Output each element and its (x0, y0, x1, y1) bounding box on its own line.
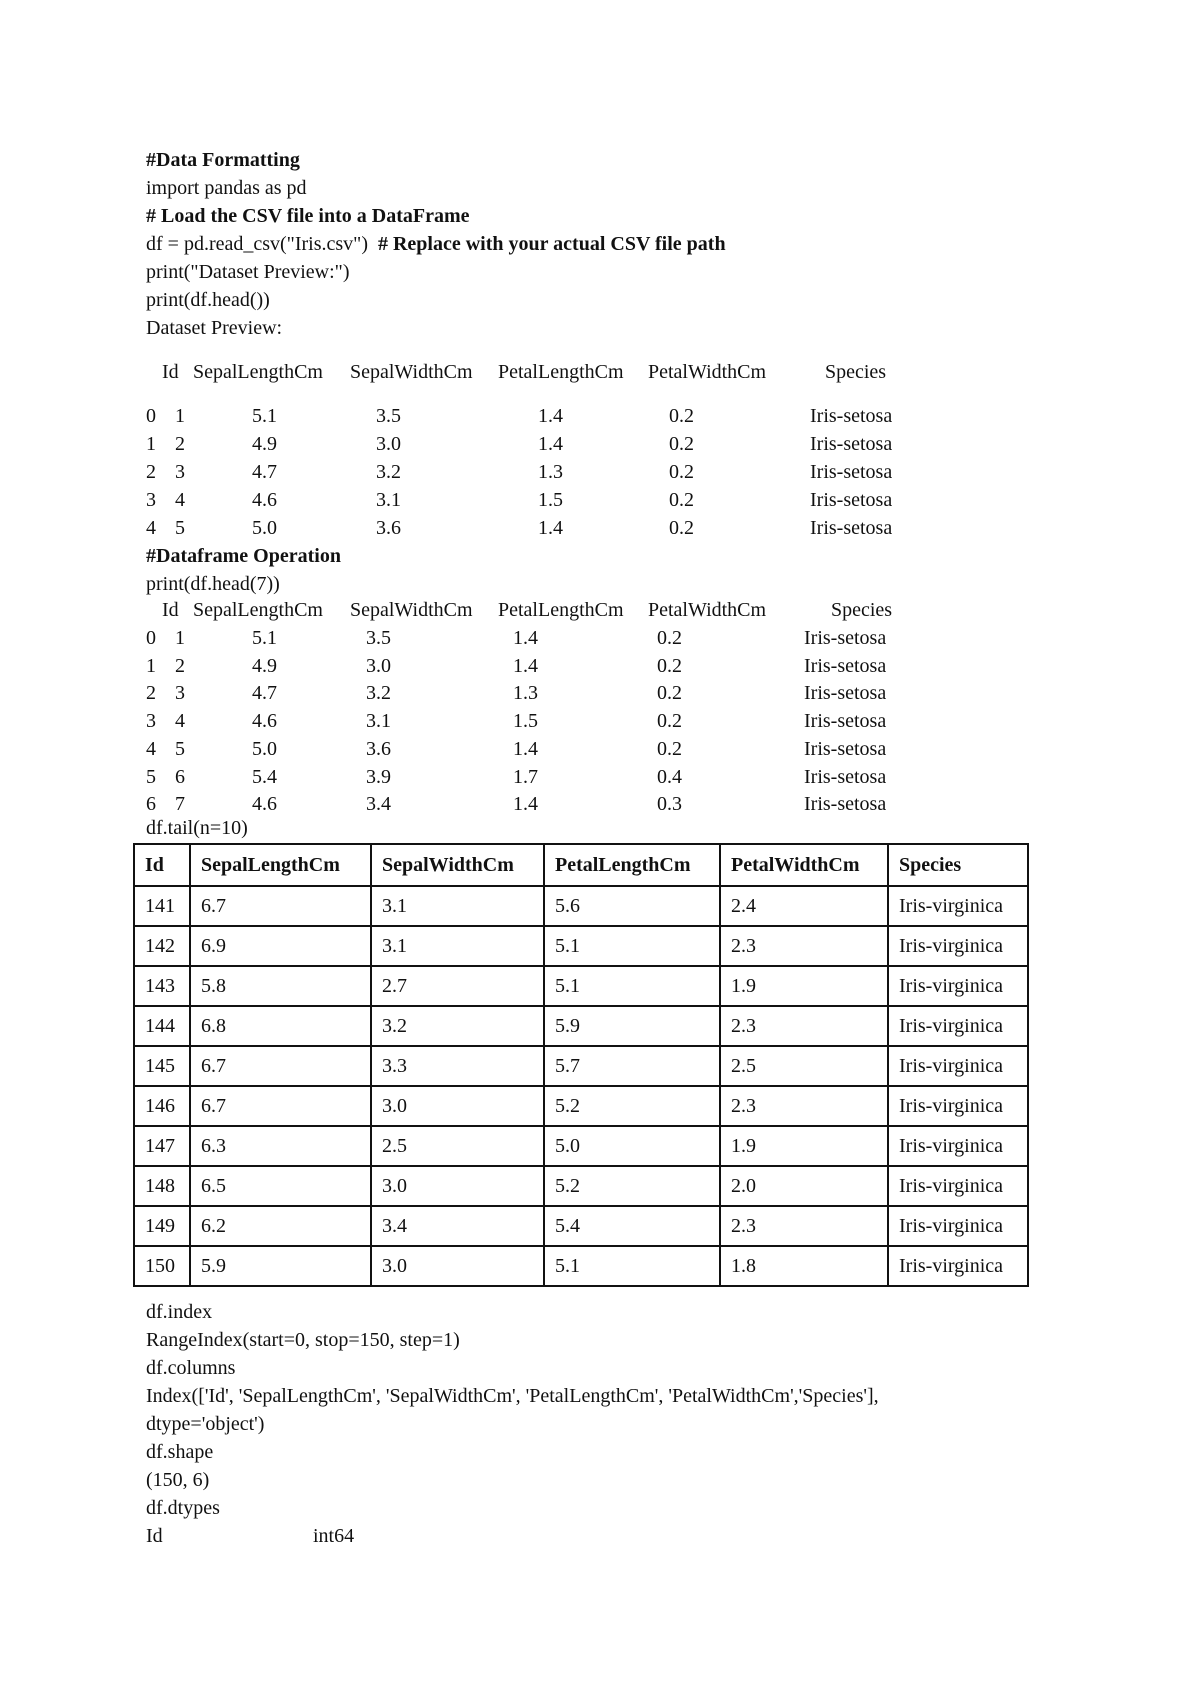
row-index: 6 (146, 793, 156, 816)
column-header: SepalWidthCm (350, 599, 473, 621)
output-shape: (150, 6) (146, 1469, 210, 1491)
table-cell: 4.9 (252, 654, 277, 677)
table-row (134, 1086, 1028, 1126)
table-row (134, 1166, 1028, 1206)
code-line-tail: df.tail(n=10) (146, 817, 248, 839)
output-range-index: RangeIndex(start=0, stop=150, step=1) (146, 1329, 460, 1351)
table-cell: Iris-setosa (810, 489, 893, 511)
table-cell: 6.8 (190, 1006, 371, 1046)
table-cell: 144 (134, 1006, 190, 1046)
table-cell: 5.2 (544, 1086, 720, 1126)
table-cell: 1.5 (538, 489, 563, 511)
table-cell: 3.9 (366, 765, 391, 788)
table-cell: Iris-setosa (804, 654, 887, 677)
table-cell: 150 (134, 1246, 190, 1286)
table-cell: Iris-setosa (804, 737, 887, 760)
table-row (134, 1206, 1028, 1246)
table-cell: 6.7 (190, 1046, 371, 1086)
table-cell: Iris-setosa (810, 461, 893, 483)
row-index: 2 (146, 461, 156, 483)
code-line-head-7: print(df.head(7)) (146, 573, 280, 595)
table-cell: Iris-virginica (888, 1086, 1028, 1126)
code-line-columns: df.columns (146, 1357, 236, 1379)
table-cell: Iris-setosa (804, 682, 887, 705)
read-csv-code: df = pd.read_csv("Iris.csv") (146, 233, 368, 255)
table-cell: 3.0 (371, 1166, 544, 1206)
table-cell: 0.2 (657, 682, 682, 705)
table-cell: 2.3 (720, 1006, 888, 1046)
table-cell: 1 (175, 627, 185, 649)
table-cell: 3.1 (371, 886, 544, 926)
table-cell: 0.2 (657, 627, 682, 649)
table-cell: 4 (175, 710, 185, 733)
output-dtypes-id-type: int64 (313, 1525, 355, 1547)
table-cell: 3 (175, 682, 185, 705)
table-cell: 149 (134, 1206, 190, 1246)
column-header: SepalLengthCm (193, 361, 323, 383)
table-cell: 6.2 (190, 1206, 371, 1246)
table-cell: 1 (175, 405, 185, 427)
table-cell: 3.0 (371, 1086, 544, 1126)
table-cell: 1.4 (513, 793, 538, 816)
table-cell: 6.5 (190, 1166, 371, 1206)
table-row (134, 1246, 1028, 1286)
table-cell: 1.4 (513, 627, 538, 649)
output-columns-dtype: dtype='object') (146, 1413, 265, 1435)
row-index: 4 (146, 737, 156, 760)
table-cell: 0.2 (669, 405, 694, 427)
table-cell: 2.4 (720, 886, 888, 926)
table-cell: 1.4 (538, 405, 563, 427)
code-line-dtypes: df.dtypes (146, 1497, 220, 1519)
table-cell: 5.1 (252, 627, 277, 649)
table-cell: 1.3 (538, 461, 563, 483)
table-cell: 4.9 (252, 433, 277, 455)
table-cell: Iris-virginica (888, 926, 1028, 966)
heading-dataframe-operation: #Dataframe Operation (146, 545, 341, 567)
column-header: Species (888, 844, 1028, 886)
code-line-print-preview: print("Dataset Preview:") (146, 261, 350, 283)
table-cell: Iris-virginica (888, 1246, 1028, 1286)
output-dtypes-id (146, 1524, 163, 1548)
table-row (134, 966, 1028, 1006)
table-cell: 3.1 (371, 926, 544, 966)
table-cell: 3.5 (366, 627, 391, 649)
column-header: PetalLengthCm (498, 361, 624, 383)
table-cell: 1.4 (513, 654, 538, 677)
table-cell: 4.6 (252, 710, 277, 733)
table-cell: Iris-virginica (888, 966, 1028, 1006)
table-cell: 3.1 (366, 710, 391, 733)
table-cell: 5.1 (544, 1246, 720, 1286)
table-cell: 4.6 (252, 489, 277, 511)
table-cell: 6 (175, 765, 185, 788)
table-cell: Iris-setosa (804, 793, 887, 816)
table-cell: Iris-setosa (810, 517, 893, 539)
table-cell: 1.8 (720, 1246, 888, 1286)
table-cell: 5.4 (544, 1206, 720, 1246)
table-cell: Iris-setosa (804, 765, 887, 788)
table-cell: 147 (134, 1126, 190, 1166)
row-index: 5 (146, 765, 156, 788)
table-cell: 2.0 (720, 1166, 888, 1206)
table-cell: 3.3 (371, 1046, 544, 1086)
table-cell: 142 (134, 926, 190, 966)
table-cell: 7 (175, 793, 185, 816)
table-cell: 5.4 (252, 765, 277, 788)
column-header: PetalLengthCm (544, 844, 720, 886)
table-cell: 5.1 (252, 405, 277, 427)
table-cell: 3.1 (376, 489, 401, 511)
table-cell: 1.7 (513, 765, 538, 788)
table-cell: 0.2 (669, 433, 694, 455)
table-cell: 141 (134, 886, 190, 926)
table-cell: 2.3 (720, 1086, 888, 1126)
table-cell: 0.4 (657, 765, 682, 788)
table-cell: Iris-virginica (888, 1126, 1028, 1166)
row-index: 3 (146, 489, 156, 511)
table-row (134, 886, 1028, 926)
table-cell: 1.4 (538, 433, 563, 455)
table-cell: 3.5 (376, 405, 401, 427)
read-csv-comment: # Replace with your actual CSV file path (377, 233, 726, 255)
row-index: 1 (146, 654, 156, 677)
table-cell: 5.0 (252, 737, 277, 760)
tail-output-table (133, 843, 1029, 1287)
table-cell: 5 (175, 737, 185, 760)
table-cell: Iris-setosa (804, 710, 887, 733)
table-cell: Iris-setosa (810, 405, 893, 427)
table-cell: 5.9 (190, 1246, 371, 1286)
table-cell: 5.2 (544, 1166, 720, 1206)
table-cell: 6.7 (190, 886, 371, 926)
table-cell: 4.6 (252, 793, 277, 816)
column-header: PetalWidthCm (648, 361, 767, 383)
dtype-column-name: Id (146, 1525, 163, 1547)
table-cell: 3.6 (366, 737, 391, 760)
table-cell: Iris-virginica (888, 1046, 1028, 1086)
table-cell: Iris-virginica (888, 1206, 1028, 1246)
table-cell: 146 (134, 1086, 190, 1126)
table-cell: 1.3 (513, 682, 538, 705)
output-dataset-preview: Dataset Preview: (146, 317, 283, 339)
table-cell: 2 (175, 433, 185, 455)
column-header: PetalWidthCm (648, 599, 767, 621)
table-cell: 1.4 (513, 737, 538, 760)
code-line-shape: df.shape (146, 1441, 214, 1463)
table-cell: 5 (175, 517, 185, 539)
table-cell: 5.9 (544, 1006, 720, 1046)
column-header: Id (134, 844, 190, 886)
table-cell: 2.5 (371, 1126, 544, 1166)
table-cell: 6.3 (190, 1126, 371, 1166)
table-cell: 5.1 (544, 926, 720, 966)
table-row (134, 1126, 1028, 1166)
table-cell: 0.2 (657, 654, 682, 677)
column-header: SepalWidthCm (371, 844, 544, 886)
row-index: 0 (146, 405, 156, 427)
column-header: Id (162, 361, 179, 383)
table-cell: Iris-virginica (888, 1006, 1028, 1046)
table-cell: 5.0 (252, 517, 277, 539)
table-row (134, 1006, 1028, 1046)
row-index: 0 (146, 627, 156, 649)
column-header: Id (162, 599, 179, 621)
table-cell: 0.3 (657, 793, 682, 816)
table-cell: 5.6 (544, 886, 720, 926)
table-cell: 4.7 (252, 682, 277, 705)
row-index: 2 (146, 682, 156, 705)
column-header: SepalWidthCm (350, 361, 473, 383)
code-line-import: import pandas as pd (146, 177, 307, 199)
table-cell: 4.7 (252, 461, 277, 483)
table-cell: 148 (134, 1166, 190, 1206)
table-cell: 5.0 (544, 1126, 720, 1166)
table-cell: 1.4 (538, 517, 563, 539)
table-cell: 1.9 (720, 966, 888, 1006)
output-columns-index: Index(['Id', 'SepalLengthCm', 'SepalWidthCm', 'PetalLengthCm', 'PetalWidthCm','Species'], (146, 1385, 879, 1407)
table-cell: 0.2 (657, 710, 682, 733)
table-cell: 3.0 (371, 1246, 544, 1286)
row-index: 1 (146, 433, 156, 455)
table-cell: 2.5 (720, 1046, 888, 1086)
table-cell: 3.0 (376, 433, 401, 455)
table-cell: Iris-setosa (810, 433, 893, 455)
column-header: Species (825, 361, 887, 383)
column-header: SepalLengthCm (190, 844, 371, 886)
table-cell: 4 (175, 489, 185, 511)
table-cell: 2 (175, 654, 185, 677)
table-row (134, 926, 1028, 966)
code-line-index: df.index (146, 1301, 213, 1323)
column-header: PetalWidthCm (720, 844, 888, 886)
table-cell: 3.6 (376, 517, 401, 539)
table-cell: 1.9 (720, 1126, 888, 1166)
column-header: Species (831, 599, 893, 621)
table-cell: 3.4 (366, 793, 391, 816)
row-index: 3 (146, 710, 156, 733)
table-cell: 3.2 (371, 1006, 544, 1046)
table-cell: 3.2 (376, 461, 401, 483)
table-cell: 5.1 (544, 966, 720, 1006)
code-line-read-csv (146, 232, 726, 256)
table-cell: 0.2 (657, 737, 682, 760)
table-cell: 3.4 (371, 1206, 544, 1246)
table-cell: 6.7 (190, 1086, 371, 1126)
table-cell: 3 (175, 461, 185, 483)
table-cell: 2.7 (371, 966, 544, 1006)
heading-data-formatting: #Data Formatting (146, 149, 300, 171)
table-cell: 5.7 (544, 1046, 720, 1086)
table-cell: 3.2 (366, 682, 391, 705)
column-header: SepalLengthCm (193, 599, 323, 621)
table-cell: 0.2 (669, 489, 694, 511)
table-cell: Iris-virginica (888, 1166, 1028, 1206)
table-cell: 145 (134, 1046, 190, 1086)
table-cell: 0.2 (669, 461, 694, 483)
table-cell: Iris-setosa (804, 627, 887, 649)
table-cell: 143 (134, 966, 190, 1006)
table-cell: 1.5 (513, 710, 538, 733)
table-header-row (134, 844, 1028, 886)
table-cell: 2.3 (720, 926, 888, 966)
code-line-print-head: print(df.head()) (146, 289, 270, 311)
table-cell: 3.0 (366, 654, 391, 677)
comment-load-csv: # Load the CSV file into a DataFrame (146, 205, 470, 227)
table-cell: Iris-virginica (888, 886, 1028, 926)
table-cell: 5.8 (190, 966, 371, 1006)
table-row (134, 1046, 1028, 1086)
column-header: PetalLengthCm (498, 599, 624, 621)
row-index: 4 (146, 517, 156, 539)
table-cell: 2.3 (720, 1206, 888, 1246)
table-cell: 6.9 (190, 926, 371, 966)
table-cell: 0.2 (669, 517, 694, 539)
